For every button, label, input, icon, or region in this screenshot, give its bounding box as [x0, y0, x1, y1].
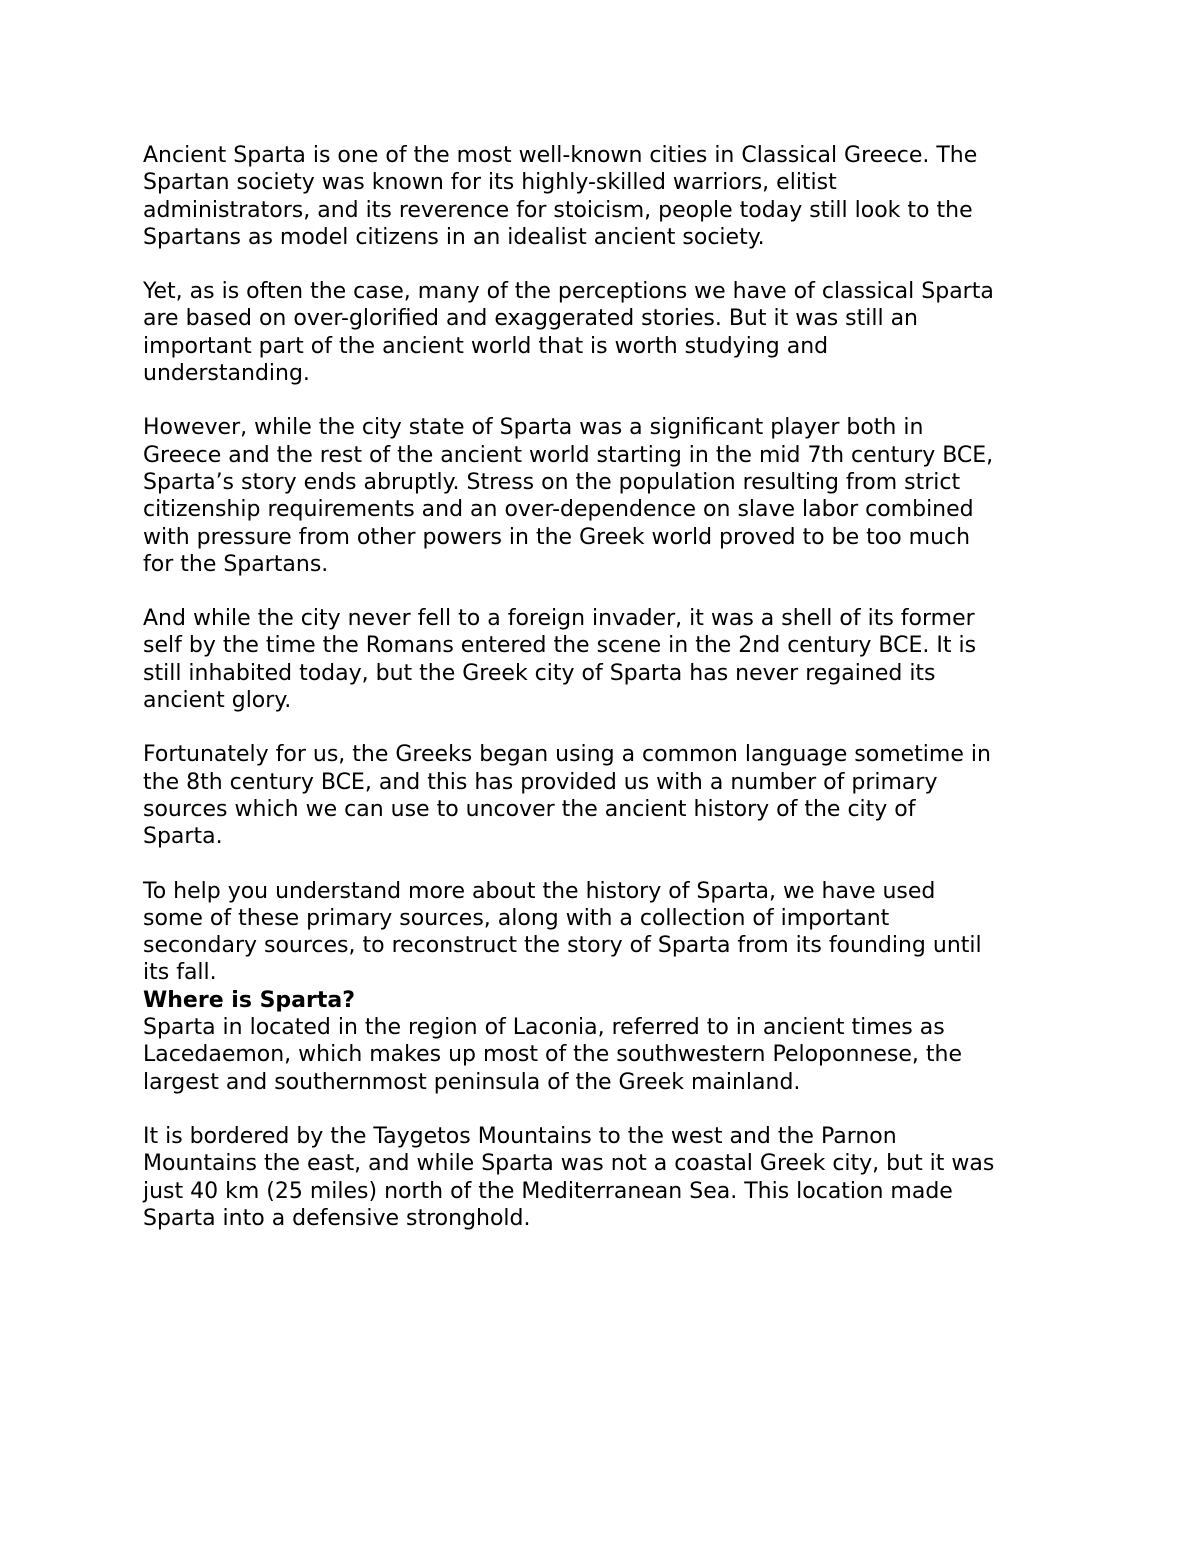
- paragraph-decline: However, while the city state of Sparta was a significant player both in Greece and the rest of the ancient world starting in the mid 7th century BCE, Sparta’s story ends abruptly. Stress on the population resulting from strict citizenship requirements and an over-dependence on slave labor combined with pressure from other powers in the Greek world proved to be too much for the Spartans.: [143, 415, 994, 577]
- paragraph-intro: Ancient Sparta is one of the most well-known cities in Classical Greece. The Spartan society was known for its highly-skilled warriors, elitist administrators, and its reverence for stoicism, people today still look to the Spartans as model citizens in an idealist ancient society.: [143, 143, 978, 250]
- paragraph-romans: And while the city never fell to a foreign invader, it was a shell of its former self by the time the Romans entered the scene in the 2nd century BCE. It is still inhabited today, but the Greek city of Sparta has never regained its ancient glory.: [143, 606, 977, 714]
- section-heading: Where is Sparta?: [143, 987, 355, 1013]
- paragraph-perceptions: Yet, as is often the case, many of the perceptions we have of classical Sparta are based on over-glorified and exaggerated stories. But it was still an important part of the ancient world that is worth studying and understanding.: [143, 279, 994, 387]
- paragraph-reconstruction: To help you understand more about the history of Sparta, we have used some of these primary sources, along with a collection of important secondary sources, to reconstruct the story of Sparta from its founding until its fall.: [143, 878, 982, 986]
- paragraph-location: Sparta in located in the region of Laconia, referred to in ancient times as Lacedaemon, which makes up most of the southwestern Peloponnese, the largest and southernmost peninsula of the Greek mainland.: [143, 1015, 962, 1095]
- paragraph-borders: It is bordered by the Taygetos Mountains to the west and the Parnon Mountains the east, and while Sparta was not a coastal Greek city, but it was just 40 km (25 miles) north of the Mediterranean Sea. This location made Sparta into a defensive stronghold.: [143, 1123, 995, 1231]
- document-page: [143, 142, 1068, 1232]
- paragraph-sources: Fortunately for us, the Greeks began using a common language sometime in the 8th century BCE, and this has provided us with a number of primary sources which we can use to uncover the ancient history of the city of Sparta.: [143, 742, 991, 850]
